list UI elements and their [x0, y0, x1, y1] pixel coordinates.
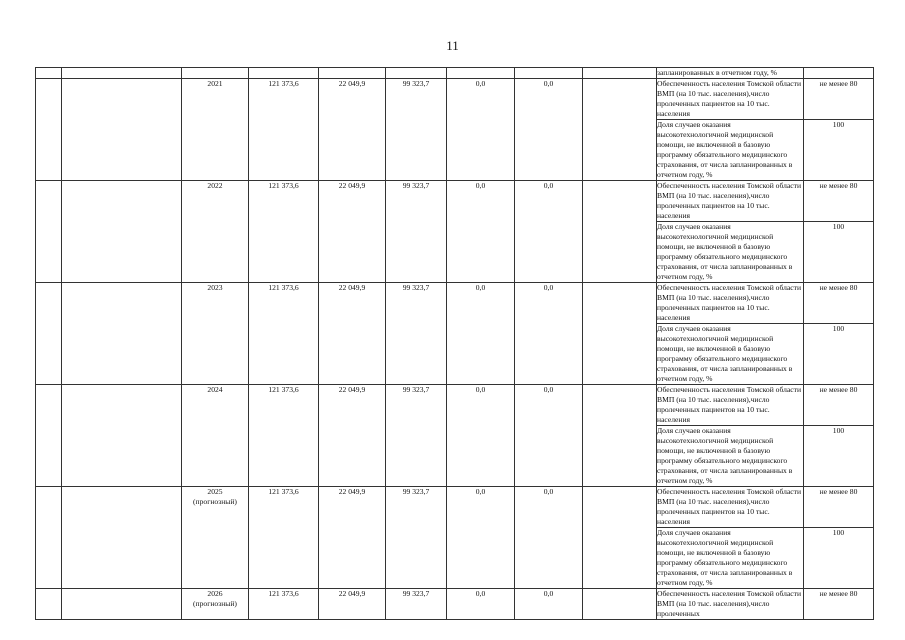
- cell-federal: [319, 68, 386, 79]
- cell-regional: 99 323,7: [386, 487, 447, 589]
- year-label: 2025: [207, 487, 223, 496]
- cell-year: [182, 589, 249, 620]
- year-label: 2026: [207, 589, 223, 598]
- cell-regional: 99 323,7: [386, 79, 447, 181]
- cell-year: [182, 487, 249, 589]
- indicator-value: 100: [804, 528, 874, 589]
- table-row: [36, 181, 874, 222]
- cell-year: [182, 385, 249, 487]
- table-row: [36, 589, 874, 620]
- cell-other: 0,0: [515, 487, 583, 589]
- cell-other: 0,0: [515, 385, 583, 487]
- indicator-value: не менее 80: [804, 589, 874, 620]
- indicator-value: не менее 80: [804, 79, 874, 120]
- cell-number: [36, 79, 62, 181]
- table-row: [36, 385, 874, 426]
- cell-total: 121 373,6: [249, 283, 319, 385]
- cell-year: [182, 79, 249, 181]
- cell-number: [36, 181, 62, 283]
- cell-activity: [62, 487, 182, 589]
- cell-other: 0,0: [515, 589, 583, 620]
- cell-local: [447, 68, 515, 79]
- cell-regional: 99 323,7: [386, 283, 447, 385]
- budget-indicators-table: [35, 67, 874, 620]
- cell-number: [36, 487, 62, 589]
- cell-executor: [583, 79, 657, 181]
- cell-local: 0,0: [447, 589, 515, 620]
- indicator-value: не менее 80: [804, 283, 874, 324]
- table-row: [36, 79, 874, 120]
- cell-activity: [62, 385, 182, 487]
- indicator-name: Обеспеченность населения Томской области ВМП (на 10 тыс. населения),число пролеченных: [657, 589, 804, 620]
- cell-local: 0,0: [447, 487, 515, 589]
- indicator-name: Обеспеченность населения Томской области ВМП (на 10 тыс. населения),число пролеченных пациентов на 10 тыс. населения: [657, 385, 804, 426]
- cell-other: 0,0: [515, 283, 583, 385]
- indicator-value: 100: [804, 324, 874, 385]
- cell-local: 0,0: [447, 181, 515, 283]
- indicator-name: Доля случаев оказания высокотехнологичной медицинской помощи, не включенной в базовую программу обязательного медицинского страхования, от числа запланированных в отчетном году, %: [657, 324, 804, 385]
- cell-executor: [583, 487, 657, 589]
- cell-regional: 99 323,7: [386, 589, 447, 620]
- indicator-name: Доля случаев оказания высокотехнологичной медицинской помощи, не включенной в базовую программу обязательного медицинского страхования, от числа запланированных в отчетном году, %: [657, 426, 804, 487]
- indicator-value: 100: [804, 426, 874, 487]
- indicator-name: Обеспеченность населения Томской области ВМП (на 10 тыс. населения),число пролеченных пациентов на 10 тыс. населения: [657, 283, 804, 324]
- table-row: [36, 487, 874, 528]
- cell-local: 0,0: [447, 79, 515, 181]
- indicator-value: 100: [804, 222, 874, 283]
- cell-number: [36, 283, 62, 385]
- table-row-continuation: [36, 68, 874, 79]
- cell-total: 121 373,6: [249, 589, 319, 620]
- cell-activity: [62, 68, 182, 79]
- year-note: (прогнозный): [193, 599, 237, 608]
- indicator-name: Доля случаев оказания высокотехнологичной медицинской помощи, не включенной в базовую программу обязательного медицинского страхования, от числа запланированных в отчетном году, %: [657, 528, 804, 589]
- cell-total: 121 373,6: [249, 385, 319, 487]
- cell-activity: [62, 283, 182, 385]
- indicator-value: 100: [804, 120, 874, 181]
- cell-activity: [62, 589, 182, 620]
- indicator-name: Обеспеченность населения Томской области ВМП (на 10 тыс. населения),число пролеченных пациентов на 10 тыс. населения: [657, 487, 804, 528]
- cell-executor: [583, 589, 657, 620]
- cell-year: [182, 68, 249, 79]
- indicator-value: не менее 80: [804, 181, 874, 222]
- cell-number: [36, 589, 62, 620]
- cell-federal: 22 049,9: [319, 487, 386, 589]
- cell-executor: [583, 283, 657, 385]
- cell-executor: [583, 385, 657, 487]
- year-label: 2022: [207, 181, 223, 190]
- cell-total: 121 373,6: [249, 181, 319, 283]
- cell-executor: [583, 68, 657, 79]
- cell-federal: 22 049,9: [319, 79, 386, 181]
- table-body: [36, 68, 874, 620]
- cell-number: [36, 68, 62, 79]
- cell-activity: [62, 181, 182, 283]
- year-note: (прогнозный): [193, 497, 237, 506]
- cell-number: [36, 385, 62, 487]
- cell-other: 0,0: [515, 79, 583, 181]
- indicator-value: [804, 68, 874, 79]
- year-label: 2021: [207, 79, 223, 88]
- year-label: 2024: [207, 385, 223, 394]
- indicator-name: запланированных в отчетном году, %: [657, 68, 804, 79]
- cell-other: 0,0: [515, 181, 583, 283]
- cell-federal: 22 049,9: [319, 283, 386, 385]
- indicator-name: Обеспеченность населения Томской области ВМП (на 10 тыс. населения),число пролеченных пациентов на 10 тыс. населения: [657, 181, 804, 222]
- cell-local: 0,0: [447, 283, 515, 385]
- cell-total: 121 373,6: [249, 79, 319, 181]
- year-label: 2023: [207, 283, 223, 292]
- indicator-name: Обеспеченность населения Томской области ВМП (на 10 тыс. населения),число пролеченных пациентов на 10 тыс. населения: [657, 79, 804, 120]
- indicator-value: не менее 80: [804, 487, 874, 528]
- cell-year: [182, 283, 249, 385]
- cell-year: [182, 181, 249, 283]
- cell-executor: [583, 181, 657, 283]
- cell-regional: 99 323,7: [386, 385, 447, 487]
- cell-other: [515, 68, 583, 79]
- cell-federal: 22 049,9: [319, 181, 386, 283]
- indicator-name: Доля случаев оказания высокотехнологичной медицинской помощи, не включенной в базовую программу обязательного медицинского страхования, от числа запланированных в отчетном году, %: [657, 120, 804, 181]
- cell-total: [249, 68, 319, 79]
- cell-total: 121 373,6: [249, 487, 319, 589]
- cell-regional: [386, 68, 447, 79]
- cell-activity: [62, 79, 182, 181]
- cell-federal: 22 049,9: [319, 385, 386, 487]
- page-number: 11: [446, 38, 459, 53]
- indicator-value: не менее 80: [804, 385, 874, 426]
- indicator-name: Доля случаев оказания высокотехнологичной медицинской помощи, не включенной в базовую программу обязательного медицинского страхования, от числа запланированных в отчетном году, %: [657, 222, 804, 283]
- cell-regional: 99 323,7: [386, 181, 447, 283]
- table-row: [36, 283, 874, 324]
- cell-local: 0,0: [447, 385, 515, 487]
- cell-federal: 22 049,9: [319, 589, 386, 620]
